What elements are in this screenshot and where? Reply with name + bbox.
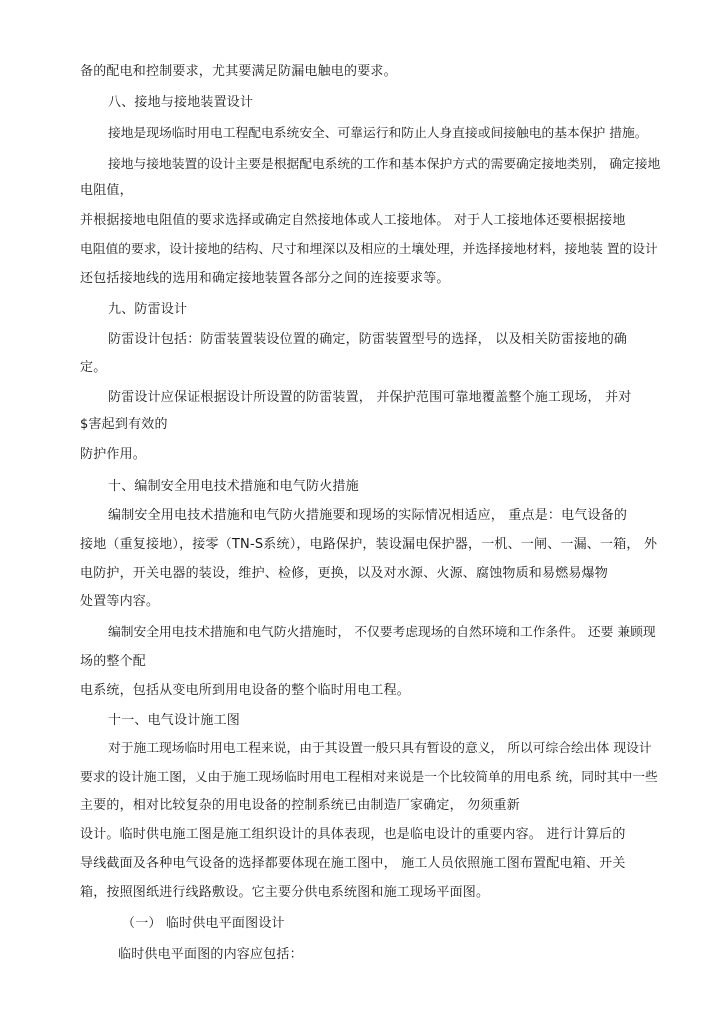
- paragraph-line: 要求的设计施工图，乂由于施工现场临时用电工程相对来说是一个比较简单的用电系 统，同时其中一些: [80, 770, 658, 785]
- paragraph-line: 接地（重复接地），接零（TN-S系统），电路保护，装设漏电保护器，一机、一闸、一漏、一箱， 外: [80, 537, 658, 552]
- paragraph-line: 编制安全用电技术措施和电气防火措施要和现场的实际情况相适应， 重点是：电气设备的: [108, 508, 628, 523]
- paragraph-line: 编制安全用电技术措施和电气防火措施时， 不仅要考虑现场的自然环境和工作条件。 还要 兼顾现: [108, 625, 656, 640]
- section-heading-safety-measures: 十、编制安全用电技术措施和电气防火措施: [108, 479, 359, 494]
- paragraph-line: 接地是现场临时用电工程配电系统安全、可靠运行和防止人身直接或间接触电的基本保护 措施。: [108, 126, 648, 141]
- paragraph-line: 对于施工现场临时用电工程来说，由于其设置一般只具有暂设的意义， 所以可综合绘出体 现设计: [108, 741, 652, 756]
- paragraph-line: 电阻值的要求，设计接地的结构、尺寸和埋深以及相应的土壤处理，并选择接地材料，接地装 置的设计: [80, 242, 658, 257]
- paragraph-line: 还包括接地线的选用和确定接地装置各部分之间的连接要求等。: [80, 271, 450, 286]
- paragraph-line: $害起到有效的: [80, 417, 168, 432]
- paragraph-line: 临时供电平面图的内容应包括：: [118, 947, 303, 962]
- paragraph-line: 箱，按照图纸进行线路敷设。它主要分供电系统图和施工现场平面图。: [80, 885, 490, 900]
- paragraph-line: 电系统，包括从变电所到用电设备的整个临时用电工程。: [80, 683, 411, 698]
- paragraph-line: 导线截面及各种电气设备的选择都要体现在施工图中， 施工人员依照施工图布置配电箱、开关: [80, 856, 626, 871]
- paragraph-line: 并根据接地电阻值的要求选择或确定自然接地体或人工接地体。 对于人工接地体还要根据接地: [80, 213, 626, 228]
- paragraph-line: 防雷设计包括：防雷装置装设位置的确定，防雷装置型号的选择， 以及相关防雷接地的确: [108, 332, 628, 347]
- section-heading-lightning: 九、防雷设计: [108, 302, 188, 317]
- paragraph-line: 电阻值，: [80, 183, 133, 198]
- section-heading-grounding: 八、接地与接地装置设计: [108, 95, 254, 110]
- paragraph-line: 防雷设计应保证根据设计所设置的防雷装置， 并保护范围可靠地覆盖整个施工现场， 并对: [108, 390, 632, 405]
- subsection-heading-temporary-supply-plan: （一） 临时供电平面图设计: [122, 916, 285, 931]
- section-heading-construction-drawings: 十一、电气设计施工图: [108, 713, 241, 728]
- paragraph-line: 设计。临时供电施工图是施工组织设计的具体表现，也是临电设计的重要内容。 进行计算后的: [80, 827, 626, 842]
- paragraph-line: 备的配电和控制要求，尤其要满足防漏电触电的要求。: [80, 64, 397, 79]
- paragraph-line: 电防护，开关电器的装设，维护、检修，更换，以及对水源、火源、腐蚀物质和易燃易爆物: [80, 566, 609, 581]
- paragraph-line: 定。: [80, 360, 107, 375]
- paragraph-line: 接地与接地装置的设计主要是根据配电系统的工作和基本保护方式的需要确定接地类别， 确定接地: [108, 157, 661, 172]
- paragraph-line: 场的整个配: [80, 654, 147, 669]
- paragraph-line: 防护作用。: [80, 447, 147, 462]
- paragraph-line: 处置等内容。: [80, 594, 160, 609]
- paragraph-line: 主要的，相对比较复杂的用电设备的控制系统已由制造厂家确定， 勿须重新: [80, 798, 520, 813]
